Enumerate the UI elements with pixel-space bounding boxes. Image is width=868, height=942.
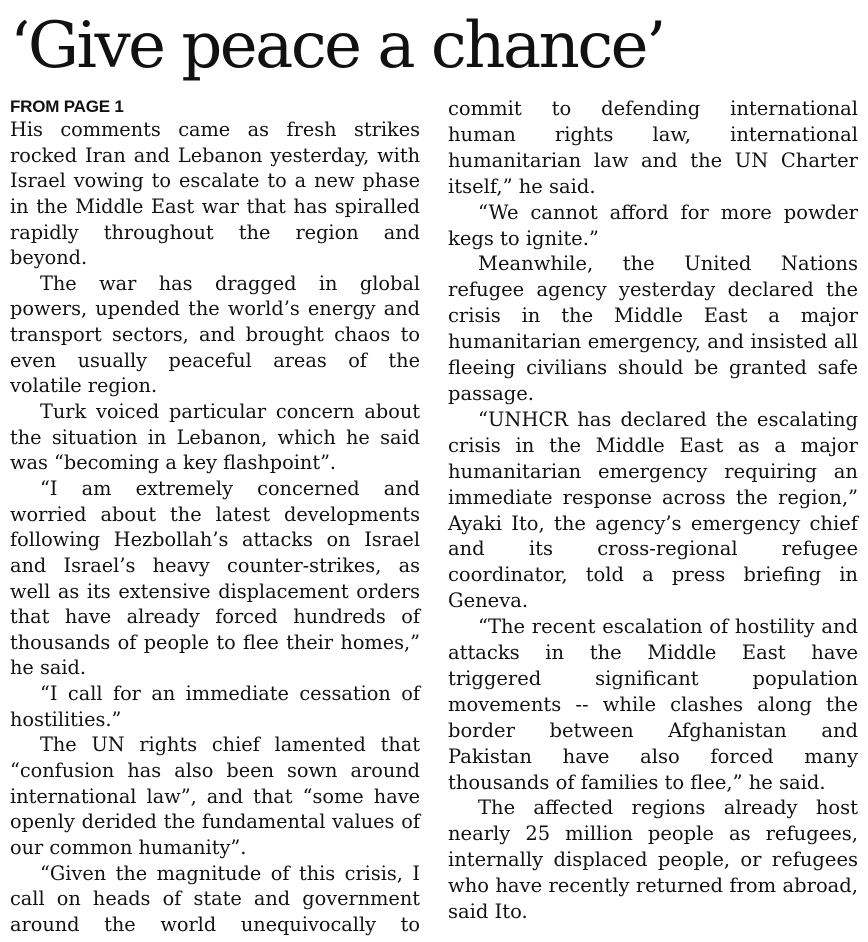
paragraph: “I am extremely concerned and worried about the latest developments following Hezbollah’s attacks on Israel and Israel’s heavy counter-strikes, as well as its extensive displacement orders that have already forced hundreds of thousands of people to flee their homes,” he said. <box>10 476 420 680</box>
paragraph: “I call for an immediate cessation of hostilities.” <box>10 682 420 731</box>
paragraph: The affected regions already host nearly 25 million people as refugees, internally displaced people, or refugees who have recently returned from abroad, said Ito. <box>448 796 858 924</box>
article-column-left <box>10 97 420 938</box>
article-column-right <box>448 96 858 925</box>
paragraph: “We cannot afford for more powder kegs to ignite.” <box>448 200 858 250</box>
paragraph: The UN rights chief lamented that “confusion has also been sown around international law”, and that “some have openly derided the fundamental values of our common humanity”. <box>10 733 420 859</box>
paragraph: His comments came as fresh strikes rocked Iran and Lebanon yesterday, with Israel vowing to escalate to a new phase in the Middle East war that has spiralled rapidly throughout the region and beyond. <box>10 118 420 270</box>
headline: ‘Give peace a chance’ <box>10 9 664 83</box>
paragraph: “Given the magnitude of this crisis, I call on heads of state and government around the world unequivocally to <box>10 861 420 936</box>
paragraph: commit to defending international human rights law, international humanitarian law and the UN Charter itself,” he said. <box>448 97 858 198</box>
paragraph: “UNHCR has declared the escalating crisis in the Middle East as a major humanitarian emergency requiring an immediate response across the region,” Ayaki Ito, the agency’s emergency chief and its cross-regional refugee coordinator, told a press briefing in Geneva. <box>448 407 858 613</box>
paragraph: “The recent escalation of hostility and attacks in the Middle East have triggered significant population movements -- while clashes along the border between Afghanistan and Pakistan have also forced many thousands of families to flee,” he said. <box>448 615 858 794</box>
paragraph: Meanwhile, the United Nations refugee agency yesterday declared the crisis in the Middle East a major humanitarian emergency, and insisted all fleeing civilians should be granted safe passage. <box>448 252 858 405</box>
paragraph: Turk voiced particular concern about the situation in Lebanon, which he said was “becoming a key flashpoint”. <box>10 400 420 475</box>
paragraph: The war has dragged in global powers, upended the world’s energy and transport sectors, and brought chaos to even usually peaceful areas of the volatile region. <box>10 271 420 398</box>
kicker-from-page-1: FROM PAGE 1 <box>10 97 124 116</box>
